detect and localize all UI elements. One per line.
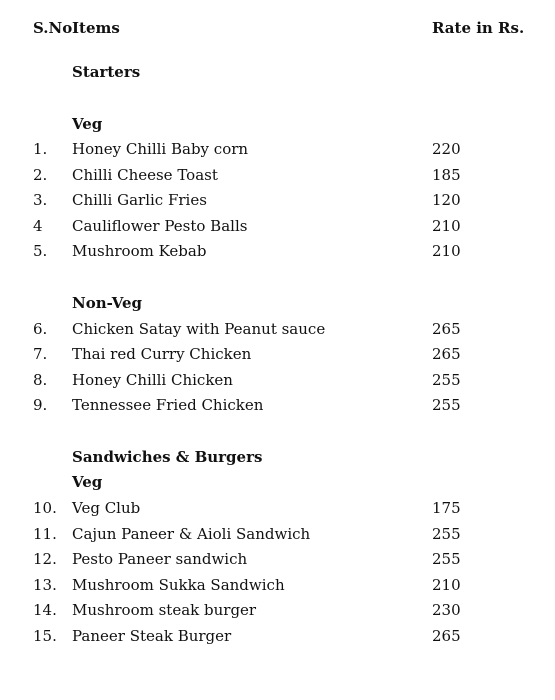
menu-row: 9. Tennessee Fried Chicken 255 — [33, 396, 461, 414]
menu-row: 15. Paneer Steak Burger 265 — [33, 627, 461, 645]
menu-row: 4 Cauliflower Pesto Balls 210 — [33, 217, 461, 235]
rate-column-header: Rate in Rs. — [432, 19, 525, 37]
menu-row: 14. Mushroom steak burger 230 — [33, 601, 461, 619]
menu-row: 8. Honey Chilli Chicken 255 — [33, 371, 461, 389]
menu-row: 5. Mushroom Kebab 210 — [33, 242, 461, 260]
menu-row: 13. Mushroom Sukka Sandwich 210 — [33, 576, 461, 594]
menu-row: 11. Cajun Paneer & Aioli Sandwich 255 — [33, 525, 461, 543]
menu-row: 12. Pesto Paneer sandwich 255 — [33, 550, 461, 568]
section-heading-sandwiches-burgers: Sandwiches & Burgers — [72, 448, 263, 466]
items-column-header: Items — [72, 19, 120, 37]
group-heading-sandwich-veg: Veg — [72, 473, 103, 491]
menu-row: 2. Chilli Cheese Toast 185 — [33, 166, 461, 184]
menu-row: 1. Honey Chilli Baby corn 220 — [33, 140, 461, 158]
menu-row: 6. Chicken Satay with Peanut sauce 265 — [33, 320, 461, 338]
group-heading-starters-nonveg: Non-Veg — [72, 294, 143, 312]
section-heading-starters: Starters — [72, 63, 141, 81]
menu-row: 7. Thai red Curry Chicken 265 — [33, 345, 461, 363]
group-heading-starters-veg: Veg — [72, 115, 103, 133]
sno-column-header: S.No — [33, 19, 73, 37]
table-header — [0, 17, 555, 39]
menu-row: 3. Chilli Garlic Fries 120 — [33, 191, 461, 209]
menu-row: 10. Veg Club 175 — [33, 499, 461, 517]
